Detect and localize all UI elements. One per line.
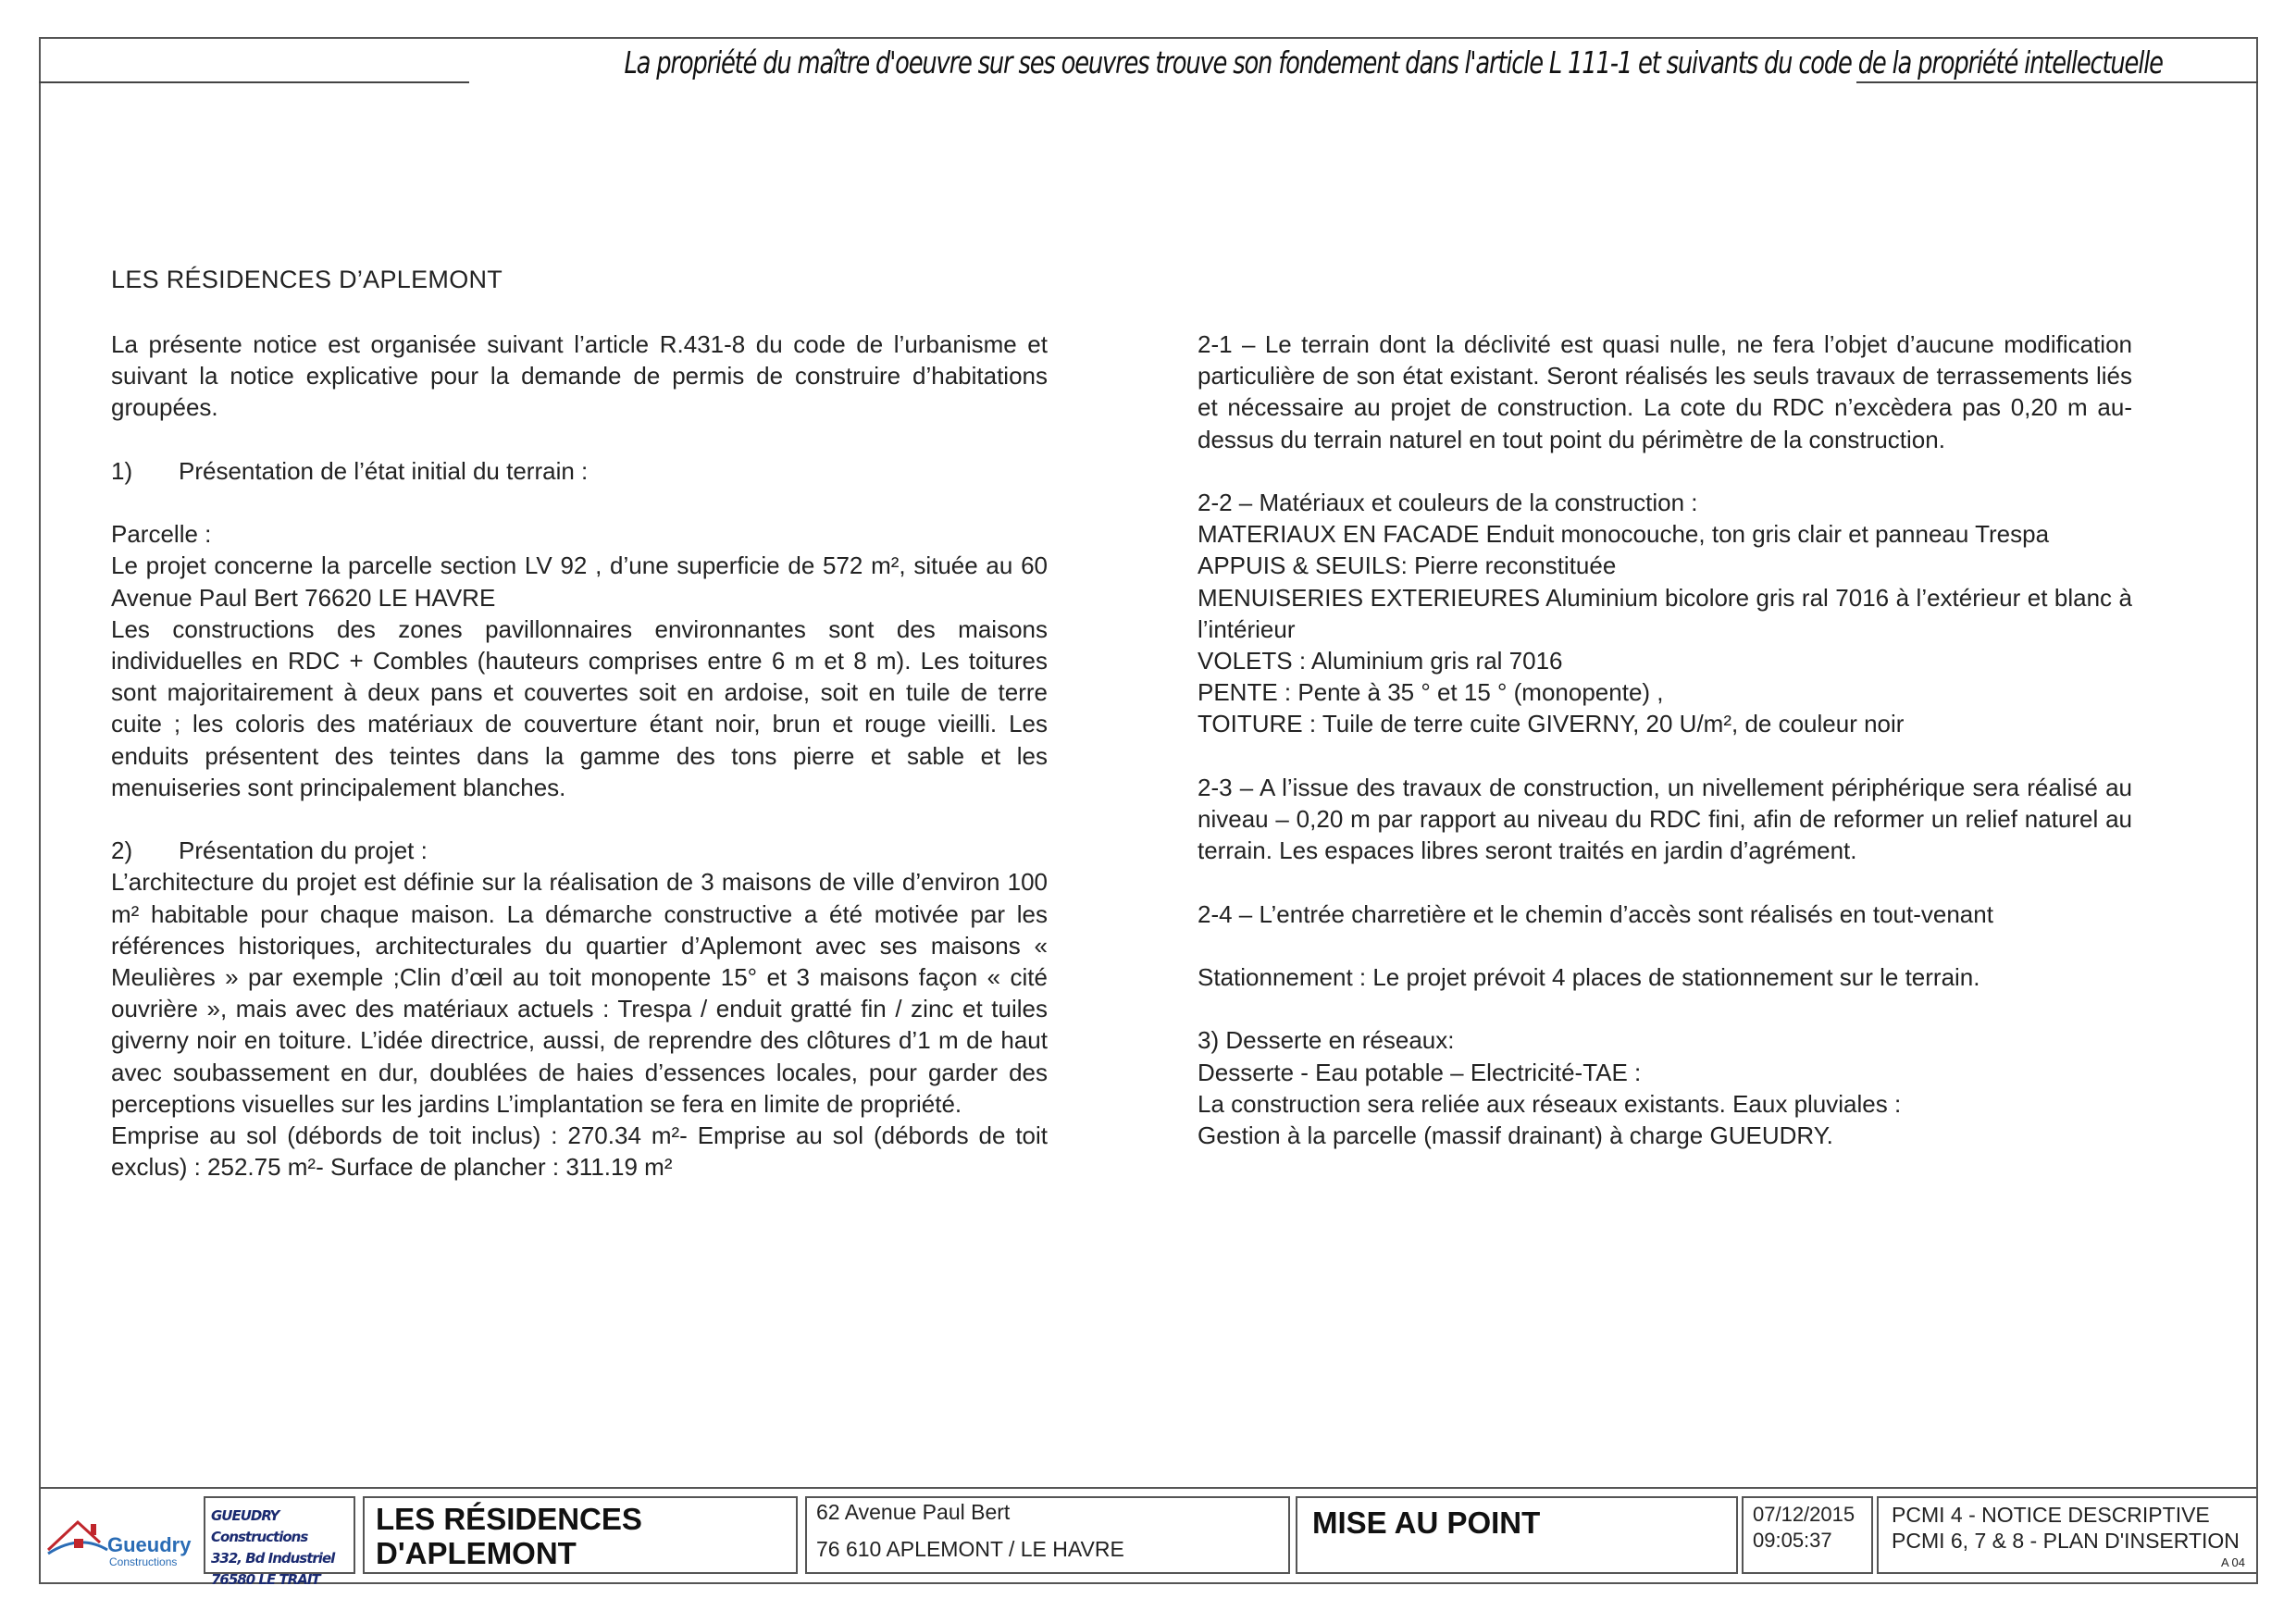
left-column — [111, 328, 1048, 1183]
company-street: 332, Bd Industriel — [211, 1550, 335, 1567]
project-paragraph: L’architecture du projet est définie sur la réalisation de 3 maisons de ville d’environ 100 m² habitable pour chaque maison. La démarche constructive a été motivée par les références historiques, architecturales du quartier d’Aplemont avec ses maisons « Meulières » par exemple ;Clin d’œil au toit monopente 15° et 3 maisons façon « cité ouvrière », mais avec des matériaux actuels : Trespa / enduit gratté fin / zinc et tuiles giverny noir en toiture. L’idée directrice, aussi, de reprendre des clôtures d’1 m de haut avec soubassement en dur, doublées de haies d’essences locales, pour garder des perceptions visuelles sur les jardins L’implantation se fera en limite de propriété. — [111, 868, 1048, 1118]
drawing-reference-cell — [1877, 1496, 2258, 1574]
section-1-number: 1) — [111, 456, 133, 485]
project-name-line-2: D'APLEMONT — [376, 1536, 577, 1570]
intro-paragraph: La présente notice est organisée suivant l’article R.431-8 du code de l’urbanisme et suivant la notice explicative pour la demande de permis de construire d’habitations groupées. — [111, 330, 1048, 422]
company-city: 76580 LE TRAIT — [211, 1571, 320, 1588]
section-3-line-1: Desserte - Eau potable – Electricité-TAE : — [1198, 1058, 1642, 1086]
reference-line-1: PCMI 4 - NOTICE DESCRIPTIVE — [1892, 1503, 2210, 1527]
site-address-cell — [805, 1496, 1290, 1574]
company-name: GUEUDRY Constructions — [211, 1507, 308, 1545]
parcelle-label: Parcelle : — [111, 520, 212, 549]
surface-paragraph: Emprise au sol (débords de toit inclus) : 270.34 m²- Emprise au sol (débords de toit exclus) : 252.75 m²- Surface de plancher : 311.19 m² — [111, 1121, 1048, 1182]
company-address-cell — [204, 1496, 355, 1588]
section-3-line-3: Gestion à la parcelle (massif drainant) à charge GUEUDRY. — [1198, 1121, 1833, 1149]
paragraph-2-1: 2-1 – Le terrain dont la déclivité est quasi nulle, ne fera l’objet d’aucune modification particulière de son état existant. Seront réalisés les seuls travaux de terrassements liés et nécessaire au projet de construction. La cote du RDC n’excèdera pas 0,20 m au-dessus du terrain naturel en tout point du périmètre de la construction. — [1198, 330, 2132, 453]
right-column — [1198, 328, 2132, 1151]
document-title: LES RÉSIDENCES D’APLEMONT — [111, 266, 503, 293]
site-address-line-1: 62 Avenue Paul Bert — [816, 1500, 1011, 1524]
section-3-title: 3) Desserte en réseaux: — [1198, 1026, 1455, 1055]
section-2-title: Présentation du projet : — [179, 836, 428, 865]
section-1-heading — [111, 455, 1048, 487]
materials-pente: PENTE : Pente à 35 ° et 15 ° (monopente) , — [1198, 678, 1664, 707]
header-rule-left — [39, 81, 469, 83]
date-cell — [1742, 1496, 1873, 1574]
paragraph-2-4: 2-4 – L’entrée charretière et le chemin d’accès sont réalisés en tout-venant — [1198, 899, 1993, 928]
section-3-line-2: La construction sera reliée aux réseaux existants. Eaux pluviales : — [1198, 1089, 1902, 1118]
issue-date: 07/12/2015 — [1753, 1503, 1855, 1526]
reference-line-2: PCMI 6, 7 & 8 - PLAN D'INSERTION — [1892, 1529, 2240, 1553]
logo-subtitle: Constructions — [109, 1555, 178, 1568]
environment-paragraph: Les constructions des zones pavillonnaires environnantes sont des maisons individuelles en RDC + Combles (hauteurs comprises entre 6 m et 8 m). Les toitures sont majoritairement à deux pans et couvertes soit en ardoise, soit en tuile de terre cuite ; les coloris des matériaux de couverture étant noir, brun et rouge vieilli. Les enduits présentent des teintes dans la gamme des tons pierre et sable et les menuiseries sont principalement blanches. — [111, 614, 1048, 801]
issue-time: 09:05:37 — [1753, 1529, 1832, 1552]
project-name-cell — [363, 1496, 798, 1574]
section-2-number: 2) — [111, 836, 133, 865]
company-logo — [43, 1496, 200, 1574]
materials-volets: VOLETS : Aluminium gris ral 7016 — [1198, 647, 1563, 675]
sheet-code: A 04 — [2220, 1555, 2245, 1569]
materials-facade: MATERIAUX EN FACADE Enduit monocouche, ton gris clair et panneau Trespa — [1198, 520, 2050, 549]
materials-appuis: APPUIS & SEUILS: Pierre reconstituée — [1198, 551, 1617, 580]
paragraph-2-3: 2-3 – A l’issue des travaux de construction, un nivellement périphérique sera réalisé au niveau – 0,20 m par rapport au niveau du RDC fini, afin de reformer un relief naturel au terrain. Les espaces libres seront traités en jardin d’agrément. — [1198, 773, 2132, 865]
copyright-notice: La propriété du maître d'oeuvre sur ses oeuvres trouve son fondement dans l'article L 111-1 et suivants du code de la propriété intellectuelle — [624, 44, 2163, 81]
header-rule-right — [1856, 81, 2258, 83]
paragraph-2-2-title: 2-2 – Matériaux et couleurs de la construction : — [1198, 489, 1698, 516]
site-address-line-2: 76 610 APLEMONT / LE HAVRE — [816, 1537, 1124, 1561]
section-1-title: Présentation de l’état initial du terrain : — [179, 456, 589, 485]
status-label: MISE AU POINT — [1312, 1505, 1541, 1540]
title-block-rule — [39, 1487, 2258, 1489]
project-name-line-1: LES RÉSIDENCES — [376, 1502, 642, 1536]
logo-name: Gueudry — [107, 1533, 192, 1556]
parcelle-paragraph: Le projet concerne la parcelle section LV 92 , d’une superficie de 572 m², située au 60 Avenue Paul Bert 76620 LE HAVRE — [111, 551, 1048, 612]
materials-toiture: TOITURE : Tuile de terre cuite GIVERNY, 20 U/m², de couleur noir — [1198, 710, 1905, 738]
section-2-heading — [111, 835, 1048, 866]
materials-menuiseries: MENUISERIES EXTERIEURES Aluminium bicolore gris ral 7016 à l’extérieur et blanc à l’intérieur — [1198, 583, 2132, 643]
status-cell — [1296, 1496, 1738, 1574]
stationnement-paragraph: Stationnement : Le projet prévoit 4 places de stationnement sur le terrain. — [1198, 963, 1980, 991]
